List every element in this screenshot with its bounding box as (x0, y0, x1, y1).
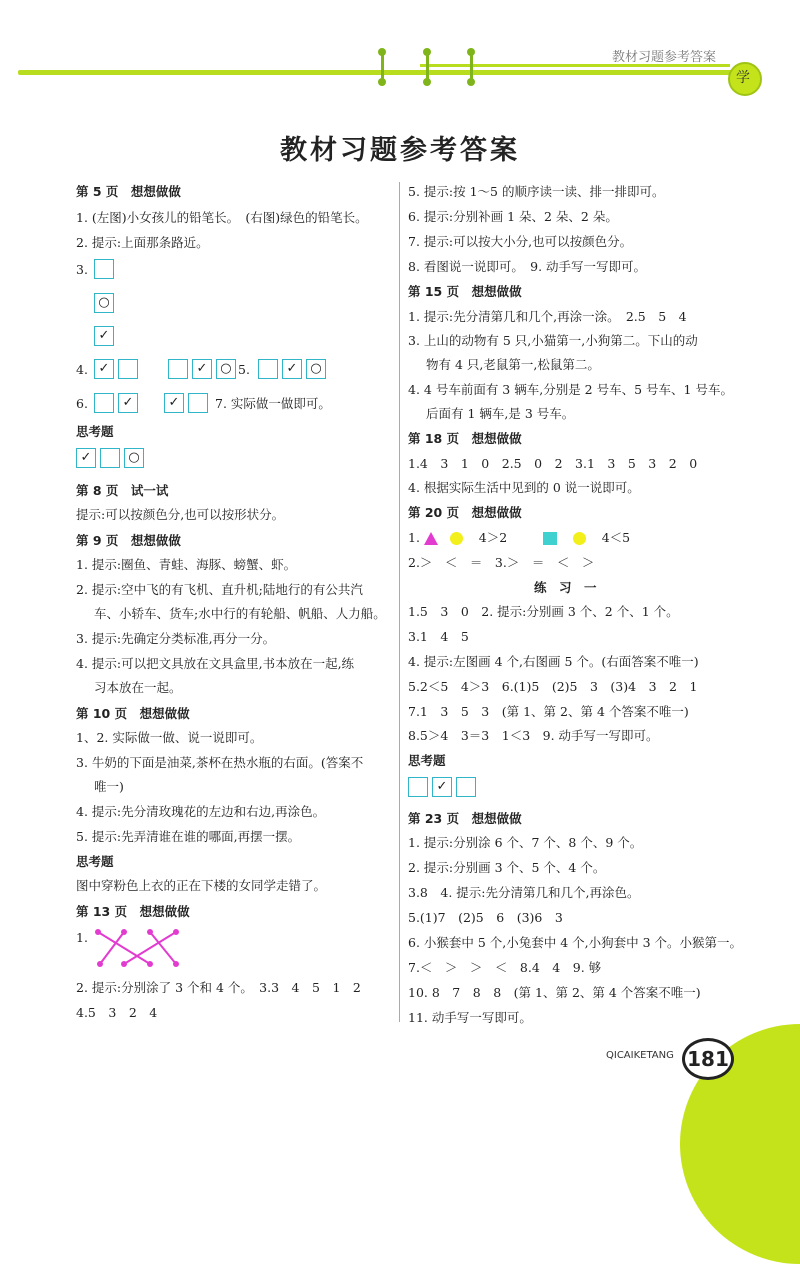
answer-line: 5.2＜5 4＞3 6.(1)5 (2)5 3 (3)4 3 2 1 (408, 679, 698, 694)
answer-line: 1.4 3 1 0 2.5 0 2 3.1 3 5 3 2 0 (408, 456, 698, 471)
answer-line: 10. 8 7 8 8 (第 1、第 2、第 4 个答案不唯一) (408, 985, 701, 1000)
answer-line: 唯一) (94, 779, 124, 794)
answer-line: 7. 实际做一做即可。 (215, 396, 331, 411)
section-heading: 第 9 页 想想做做 (76, 533, 181, 548)
header-label: 教材习题参考答案 (612, 50, 717, 65)
header-emblem-icon: 学 (728, 62, 762, 96)
answer-box-row (258, 359, 330, 379)
answer-line: 后面有 1 辆车,是 3 号车。 (426, 406, 575, 421)
section-heading: 第 13 页 想想做做 (76, 904, 190, 919)
section-heading: 思考题 (76, 424, 114, 439)
answer-line: 3.8 4. 提示:先分清第几和几个,再涂色。 (408, 885, 640, 900)
answer-line: 3. 上山的动物有 5 只,小猫第一,小狗第二。下山的动 (408, 333, 698, 348)
answer-line: 6. 小猴套中 5 个,小兔套中 4 个,小狗套中 3 个。小猴第一。 (408, 935, 743, 950)
answer-line: 2. 提示:空中飞的有飞机、直升机;陆地行的有公共汽 (76, 582, 363, 597)
cyan-square-icon (543, 532, 557, 545)
answer-line: 2.＞ ＜ ＝ 3.＞ ＝ ＜ ＞ (408, 555, 595, 570)
answer-line: 8. 看图说一说即可。 9. 动手写一写即可。 (408, 259, 647, 274)
answer-line: 物有 4 只,老鼠第一,松鼠第二。 (426, 357, 600, 372)
answer-line: 4. 提示:可以把文具放在文具盒里,书本放在一起,练 (76, 656, 355, 671)
answer-line: 5.(1)7 (2)5 6 (3)6 3 (408, 910, 563, 925)
answer-line: 4. 根据实际生活中见到的 0 说一说即可。 (408, 480, 640, 495)
answer-line: 1. 提示:圈鱼、青蛙、海豚、螃蟹、虾。 (76, 557, 297, 572)
section-heading: 思考题 (408, 753, 446, 768)
answer-box-row (94, 326, 118, 346)
answer-box: ✓ (432, 777, 452, 797)
answer-box (456, 777, 476, 797)
answer-line: 车、小轿车、货车;水中行的有轮船、帆船、人力船。 (94, 606, 386, 621)
answer-box: ○ (124, 448, 144, 468)
answer-box-row (76, 448, 148, 468)
section-heading: 第 18 页 想想做做 (408, 431, 522, 446)
binder-ring-icon (423, 48, 431, 86)
section-heading: 第 5 页 想想做做 (76, 184, 181, 199)
answer-line: 5. (238, 362, 250, 377)
answer-line: 3. (76, 262, 88, 277)
matching-lines-diagram (92, 926, 188, 970)
answer-line: 4. 提示:先分清玫瑰花的左边和右边,再涂色。 (76, 804, 326, 819)
section-heading: 第 20 页 想想做做 (408, 505, 522, 520)
section-heading: 练 习 一 (534, 580, 597, 595)
answer-line: 3.1 4 5 (408, 629, 469, 644)
answer-box-row (94, 393, 212, 413)
section-heading: 思考题 (76, 854, 114, 869)
answer-line: 3. 牛奶的下面是油菜,茶杯在热水瓶的右面。(答案不 (76, 755, 364, 770)
answer-line: 4. (76, 362, 88, 377)
answer-box (118, 359, 138, 379)
answer-box-row (94, 259, 118, 279)
answer-line: 4. 提示:左图画 4 个,右图画 5 个。(右面答案不唯一) (408, 654, 699, 669)
answer-line: 1. 提示:分别涂 6 个、7 个、8 个、9 个。 (408, 835, 643, 850)
yellow-circle-icon (573, 532, 586, 545)
answer-box (188, 393, 208, 413)
section-heading: 第 23 页 想想做做 (408, 811, 522, 826)
footer-brand: QICAIKETANG (606, 1050, 674, 1061)
answer-box (100, 448, 120, 468)
answer-box: ✓ (94, 326, 114, 346)
answer-line: 1.5 3 0 2. 提示:分别画 3 个、2 个、1 个。 (408, 604, 679, 619)
answer-line: 图中穿粉色上衣的正在下楼的女同学走错了。 (76, 878, 327, 893)
answer-box-row (94, 293, 118, 313)
answer-box (408, 777, 428, 797)
page-number: 181 (682, 1038, 734, 1080)
answer-line: 6. (76, 396, 88, 411)
answer-box (168, 359, 188, 379)
answer-line: 5. 提示:按 1～5 的顺序读一读、排一排即可。 (408, 184, 665, 199)
answer-line: 5. 提示:先弄清谁在谁的哪面,再摆一摆。 (76, 829, 301, 844)
answer-line: 1. 4＞2 4＜5 (408, 530, 631, 545)
answer-box: ✓ (282, 359, 302, 379)
section-heading: 第 10 页 想想做做 (76, 706, 190, 721)
answer-line: 1. (左图)小女孩儿的铅笔长。 (右图)绿色的铅笔长。 (76, 210, 368, 225)
page-title: 教材习题参考答案 (280, 135, 520, 166)
pink-triangle-icon (424, 532, 438, 545)
answer-line: 8.5＞4 3＝3 1＜3 9. 动手写一写即可。 (408, 728, 659, 743)
answer-line: 习本放在一起。 (94, 680, 182, 695)
answer-line: 2. 提示:上面那条路近。 (76, 235, 209, 250)
answer-line: 2. 提示:分别涂了 3 个和 4 个。 3.3 4 5 1 2 (76, 980, 361, 995)
answer-line: 4.5 3 2 4 (76, 1005, 158, 1020)
answer-box (94, 259, 114, 279)
answer-line: 7.1 3 5 3 (第 1、第 2、第 4 个答案不唯一) (408, 704, 689, 719)
column-divider (399, 182, 400, 1022)
section-heading: 第 15 页 想想做做 (408, 284, 522, 299)
answer-line: 4. 4 号车前面有 3 辆车,分别是 2 号车、5 号车、1 号车。 (408, 382, 733, 397)
binder-ring-icon (378, 48, 386, 86)
answer-line: 3. 提示:先确定分类标准,再分一分。 (76, 631, 276, 646)
answer-line: 1、2. 实际做一做、说一说即可。 (76, 730, 263, 745)
answer-box (94, 393, 114, 413)
answer-box: ✓ (118, 393, 138, 413)
answer-box: ✓ (192, 359, 212, 379)
answer-box: ○ (94, 293, 114, 313)
answer-line: 提示:可以按颜色分,也可以按形状分。 (76, 507, 285, 522)
answer-line: 11. 动手写一写即可。 (408, 1010, 532, 1025)
answer-line: 2. 提示:分别画 3 个、5 个、4 个。 (408, 860, 606, 875)
answer-box: ○ (216, 359, 236, 379)
answer-box-row (94, 359, 240, 379)
answer-line: 7. 提示:可以按大小分,也可以按颜色分。 (408, 234, 633, 249)
answer-box-row (408, 777, 480, 797)
section-heading: 第 8 页 试一试 (76, 483, 169, 498)
answer-box: ✓ (76, 448, 96, 468)
binder-ring-icon (467, 48, 475, 86)
answer-box: ✓ (94, 359, 114, 379)
answer-line: 6. 提示:分别补画 1 朵、2 朵、2 朵。 (408, 209, 618, 224)
answer-box (258, 359, 278, 379)
answer-box: ○ (306, 359, 326, 379)
answer-line: 1. 提示:先分清第几和几个,再涂一涂。 2.5 5 4 (408, 309, 687, 324)
answer-box: ✓ (164, 393, 184, 413)
answer-line: 1. (76, 930, 88, 945)
answer-line: 7.＜ ＞ ＞ ＜ 8.4 4 9. 够 (408, 960, 602, 975)
yellow-circle-icon (450, 532, 463, 545)
